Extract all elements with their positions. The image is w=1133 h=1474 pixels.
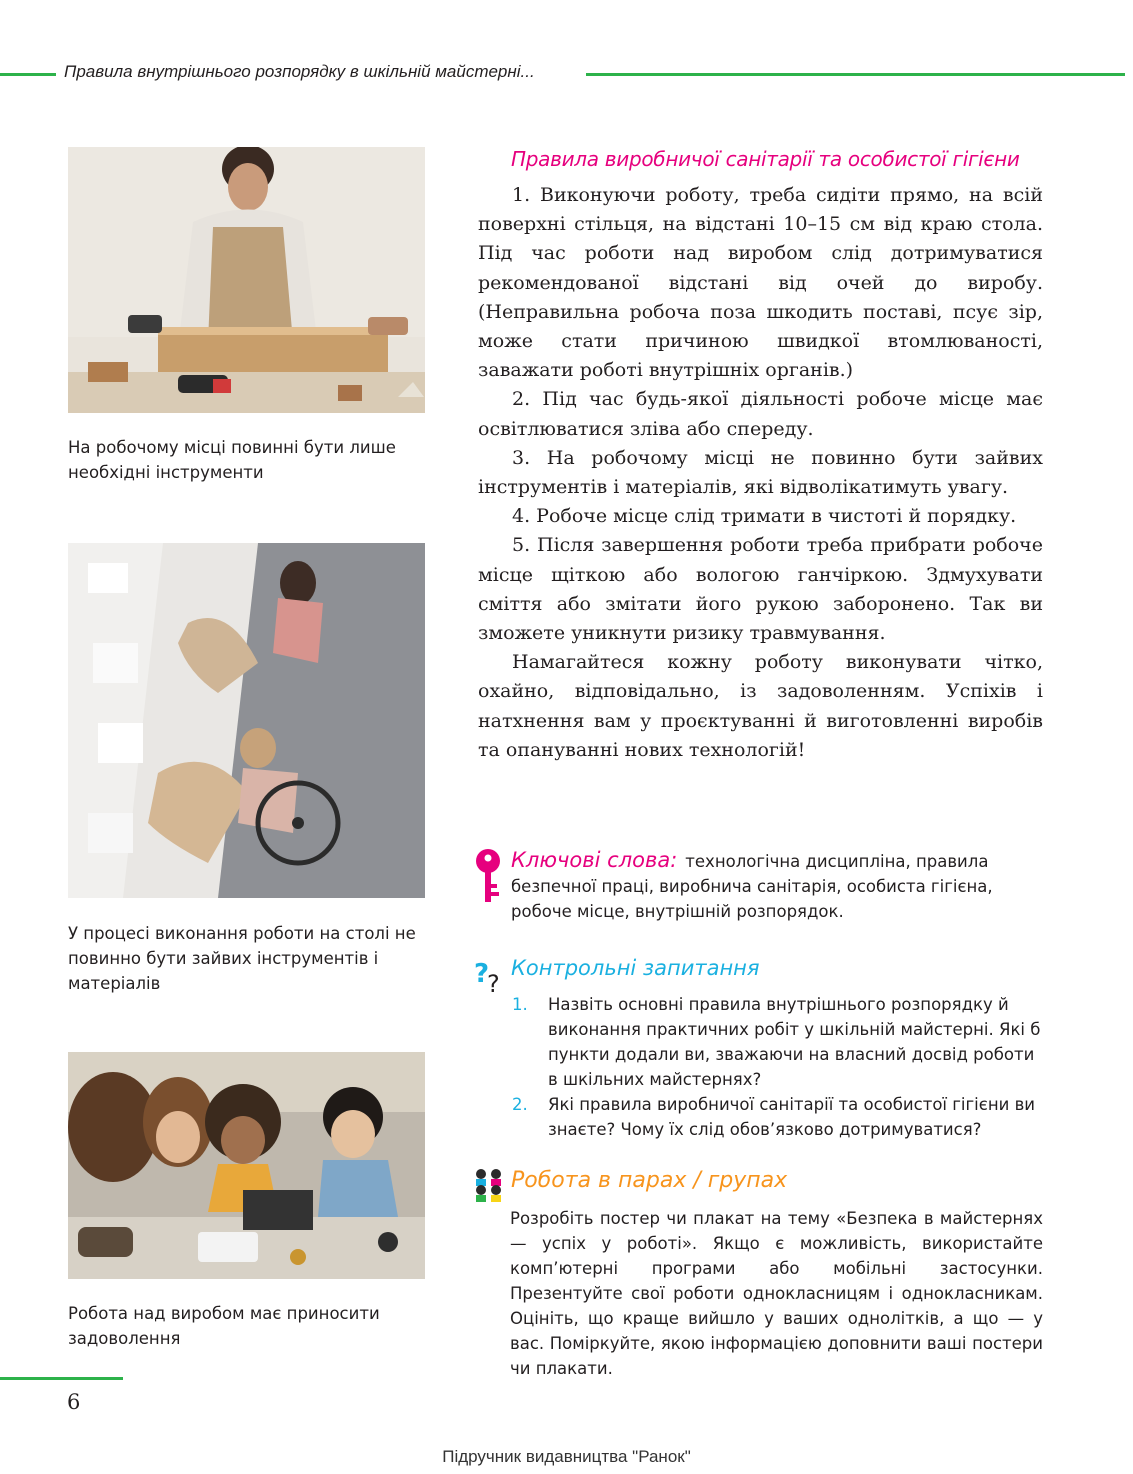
sanitation-rules (478, 181, 1043, 765)
rule-1: 1. Виконуючи роботу, треба сидіти прямо, на всій поверхні стільця, на відстані 10–15 см від краю стола. Під час роботи над виробом слід дотримуватися рекомендованої відстані від очей до виробу. (Неправильна робоча поза шкодить поставі, псує зір, може стати причиною швидкої втомлюваності, заважати роботі внутрішніх органів.) (478, 184, 1043, 382)
pairs-title: Робота в парах / групах (511, 1168, 788, 1193)
people-group-icon (472, 1168, 506, 1202)
closing-paragraph: Намагайтеся кожну роботу виконувати чітко, охайно, відповідально, із задоволенням. Успіхів і натхнення вам у проєктуванні й виготовленні виробів та опануванні нових технологій! (478, 651, 1043, 761)
svg-text:?: ? (487, 970, 500, 998)
question-marks-icon (474, 956, 506, 998)
caption-photo-3: Робота над виробом має приносити задоволення (68, 1304, 380, 1348)
key-icon (474, 848, 502, 904)
keywords-label: Ключові слова: (511, 848, 678, 872)
question-text: Назвіть основні правила внутрішнього розпорядку й виконання практичних робіт у шкільній майстерні. Які б пункти додали ви, зважаючи на власний досвід роботи в шкільних майстернях? (548, 995, 1041, 1089)
photo-carpenter (68, 147, 425, 413)
rule-3: 3. На робочому місці не повинно бути зайвих інструментів і матеріалів, які відволікатимуть увагу. (478, 446, 1043, 499)
keywords-block (511, 848, 1031, 924)
svg-text:?: ? (474, 959, 490, 989)
questions-title: Контрольні запитання (511, 956, 760, 980)
page-number: 6 (67, 1390, 81, 1414)
running-title: Правила внутрішнього розпорядку в шкільній майстерні... (64, 62, 535, 81)
question-number: 1. (512, 995, 528, 1014)
caption-photo-1: На робочому місці повинні бути лише необхідні інструменти (68, 438, 396, 482)
question-text: Які правила виробничої санітарії та особистої гігієни ви знаєте? Чому їх слід обов’язково дотримуватися? (548, 1095, 1036, 1139)
pairs-text: Розробіть постер чи плакат на тему «Безпека в майстернях — успіх у роботі». Якщо є можливість, використайте комп’ютерні програми або мобільні застосунки. Презентуйте свої роботи однокласницям і однокласникам. Оцініть, що краще вийшло у ваших однолітків, а що — у вас. Поміркуйте, якою інформацією доповнити ваші постери чи плакати. (510, 1209, 1043, 1378)
photo-children-robotics (68, 1052, 425, 1279)
question-number: 2. (512, 1095, 528, 1114)
rule-4: 4. Робоче місце слід тримати в чистоті й порядку. (512, 505, 1017, 528)
question-item (510, 992, 1045, 1092)
questions-list (510, 992, 1045, 1142)
keywords-text: технологічна дисципліна, правила безпечної праці, виробнича санітарія, особиста гігієна, робоче місце, внутрішній розпорядок. (511, 852, 993, 921)
sanitation-title: Правила виробничої санітарії та особистої гігієни (511, 147, 1020, 171)
header-rule-right (586, 73, 1125, 76)
photo-sewing-workshop (68, 543, 425, 898)
footer-rule (0, 1377, 123, 1380)
question-item (510, 1092, 1045, 1142)
rule-2: 2. Під час будь-якої діяльності робоче місце має освітлюватися зліва або спереду. (478, 388, 1043, 440)
rule-5: 5. Після завершення роботи треба прибрати робоче місце щіткою або вологою ганчіркою. Здмухувати сміття або змітати його рукою заборонено. Так ви зможете уникнути ризику травмування. (478, 534, 1043, 645)
publisher-note: Підручник видавництва "Ранок" (442, 1447, 691, 1466)
header-rule-left (0, 73, 56, 76)
caption-photo-2: У процесі виконання роботи на столі не повинно бути зайвих інструментів і матеріалів (68, 924, 416, 993)
